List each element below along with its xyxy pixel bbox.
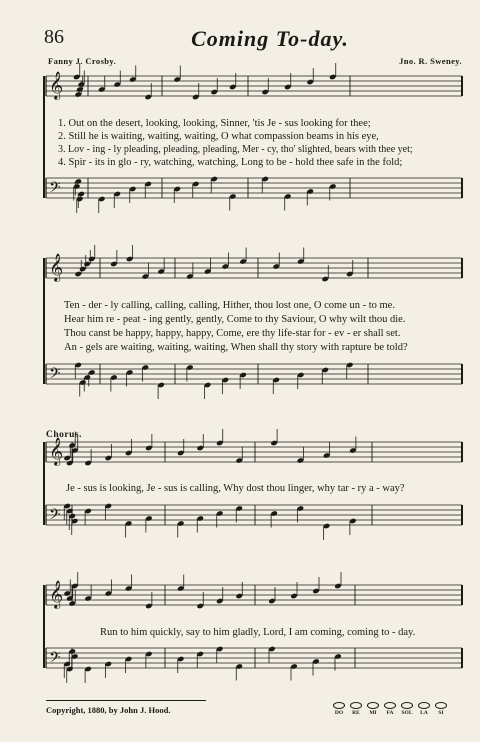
solfa-item: DO xyxy=(332,702,346,716)
note-shape-icon xyxy=(384,702,396,709)
lyric-line: Hear him re - peat - ing gently, gently, Come to thy Saviour, O why wilt thou die. xyxy=(64,314,406,325)
solfa-item: SI xyxy=(434,702,448,716)
note-shape-icon xyxy=(350,702,362,709)
note-shape-icon xyxy=(367,702,379,709)
treble-clef-icon: 𝄞 xyxy=(49,71,64,99)
lyric-line: Run to him quickly, say to him gladly, Lord, I am coming, coming to - day. xyxy=(100,627,416,638)
footer-rule xyxy=(46,700,206,701)
note-shape-icon xyxy=(418,702,430,709)
lyric-line: 3. Lov - ing - ly pleading, pleading, pleading, Mer - cy, tho' slighted, bears with thee yet; xyxy=(58,144,413,155)
note-shape-icon xyxy=(333,702,345,709)
lyric-line: An - gels are waiting, waiting, waiting, When shall thy story with rapture be told? xyxy=(64,342,408,353)
lyric-line: 2. Still he is waiting, waiting, waiting, O what compassion beams in his eye, xyxy=(58,131,379,142)
treble-clef-icon: 𝄞 xyxy=(49,253,64,281)
solfa-item: FA xyxy=(383,702,397,716)
lyric-line: 1. Out on the desert, looking, looking, Sinner, 'tis Je - sus looking for thee; xyxy=(58,118,371,129)
bass-clef-icon: 𝄢 xyxy=(49,179,61,200)
composer-credit: Jno. R. Sweney. xyxy=(399,56,462,66)
solfa-item: RE xyxy=(349,702,363,716)
treble-clef-icon: 𝄞 xyxy=(49,437,64,465)
bass-clef-icon: 𝄢 xyxy=(49,365,61,386)
lyric-line: Ten - der - ly calling, calling, calling, Hither, thou lost one, O come un - to me. xyxy=(64,300,395,311)
hymn-title: Coming To-day. xyxy=(191,26,349,51)
lyric-line: Thou canst be happy, happy, happy, Come, ere thy life-star for - ev - er shall set. xyxy=(64,328,401,339)
note-shape-icon xyxy=(401,702,413,709)
treble-clef-icon: 𝄞 xyxy=(49,580,64,608)
solfa-item: MI xyxy=(366,702,380,716)
solfa-item: SOL xyxy=(400,702,414,716)
note-shape-icon xyxy=(435,702,447,709)
copyright-notice: Copyright, 1880, by John J. Hood. xyxy=(46,705,171,715)
solfa-key xyxy=(332,702,448,716)
lyric-line: 4. Spir - its in glo - ry, watching, watching, Long to be - hold thee safe in the fold; xyxy=(58,157,403,168)
bass-clef-icon: 𝄢 xyxy=(49,506,61,527)
page-number: 86 xyxy=(44,26,64,48)
lyricist-credit: Fanny J. Crosby. xyxy=(48,56,117,66)
solfa-item: LA xyxy=(417,702,431,716)
bass-clef-icon: 𝄢 xyxy=(49,649,61,670)
chorus-label: Chorus. xyxy=(46,430,82,440)
lyric-line: Je - sus is looking, Je - sus is calling, Why dost thou linger, why tar - ry a - way? xyxy=(66,483,405,494)
